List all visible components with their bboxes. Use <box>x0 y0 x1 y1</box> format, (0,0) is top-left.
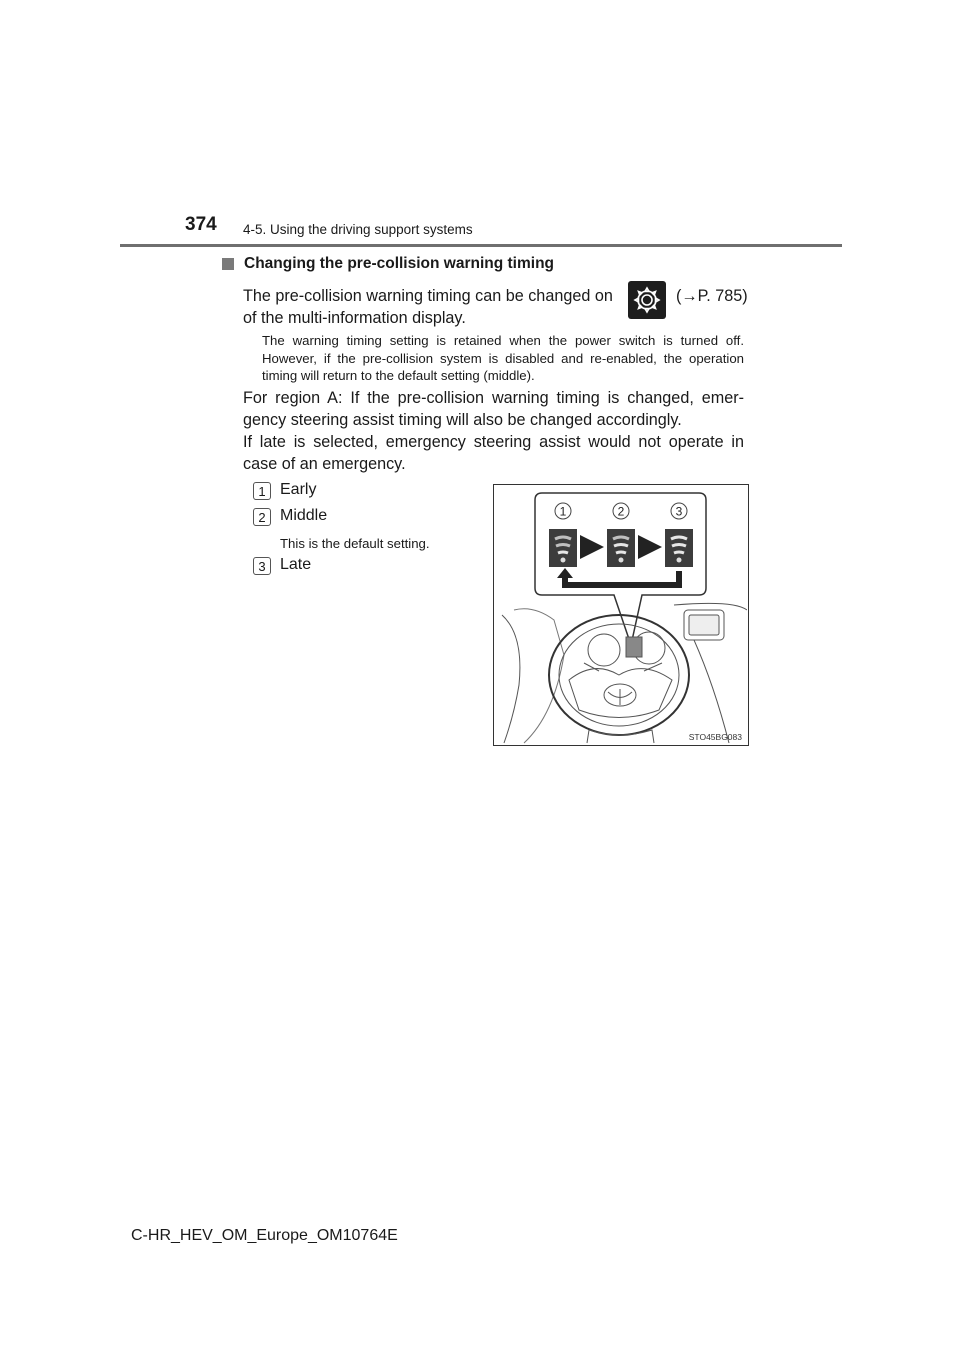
callout-3: 3 <box>675 504 683 519</box>
region-a-paragraph: For region A: If the pre-collision warning timing is changed, emer-gency steering assist timing will also be changed accordingly. <box>243 389 744 429</box>
callout-2: 2 <box>617 504 625 519</box>
document-id: C-HR_HEV_OM_Europe_OM10764E <box>131 1227 398 1244</box>
section-heading <box>222 255 554 273</box>
paragraph-text: The pre-collision warning timing can be changed on <box>243 287 613 305</box>
dashboard-steering-wheel <box>502 603 747 743</box>
header-divider <box>120 244 842 247</box>
gear-icon <box>628 281 666 319</box>
item-label-early: Early <box>280 481 317 498</box>
item-number-3: 3 <box>253 557 271 575</box>
illustration-drawing <box>494 485 747 744</box>
section-title: 4-5. Using the driving support systems <box>243 222 473 237</box>
item-number-2: 2 <box>253 508 271 526</box>
late-paragraph: If late is selected, emergency steering assist would not operate in case of an emergency. <box>243 433 744 473</box>
square-bullet-icon <box>222 258 234 270</box>
page-reference: (→P. 785) <box>676 287 748 305</box>
warning-timing-illustration <box>493 484 749 746</box>
page-number: 374 <box>185 214 217 235</box>
paragraph-text-cont: of the multi-information display. <box>243 309 466 327</box>
retention-note: The warning timing setting is retained when the power switch is turned off. However, if the pre-collision system is disabled and re-enabled, the operation timing will return to the default setting (middle). <box>262 333 744 383</box>
item-number-1: 1 <box>253 482 271 500</box>
item-label-middle: Middle <box>280 507 328 524</box>
paragraph-settings-intro <box>243 285 613 307</box>
heading-text: Changing the pre-collision warning timing <box>244 255 554 272</box>
figure-code: STO45BG083 <box>688 732 742 742</box>
default-setting-note: This is the default setting. <box>280 536 430 551</box>
meter-early-icon <box>549 529 577 567</box>
meter-late-icon <box>665 529 693 567</box>
meter-middle-icon <box>607 529 635 567</box>
callout-1: 1 <box>559 504 567 519</box>
item-label-late: Late <box>280 556 312 573</box>
